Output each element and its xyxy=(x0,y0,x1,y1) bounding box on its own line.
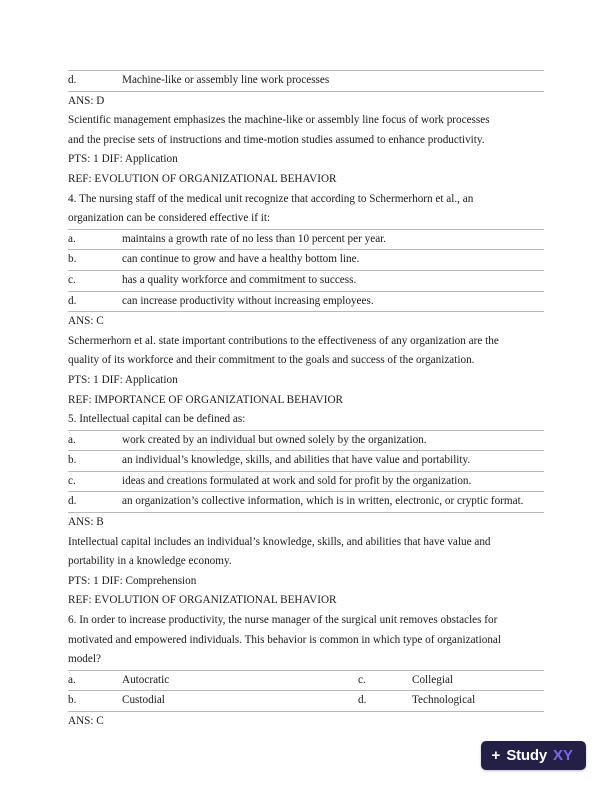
question-line: organization can be considered effective if it: xyxy=(68,212,271,225)
table-row xyxy=(68,291,544,312)
question-line: motivated and empowered individuals. This behavior is common in which type of organizational xyxy=(68,633,502,646)
option-label: d. xyxy=(68,495,77,508)
option-text: can increase productivity without increasing employees. xyxy=(122,294,374,307)
table-row xyxy=(68,691,544,712)
table-row xyxy=(68,430,544,451)
option-text: ideas and creations formulated at work and sold for profit by the organization. xyxy=(122,474,472,487)
option-label: b. xyxy=(68,454,77,467)
pts-line: PTS: 1 DIF: Comprehension xyxy=(68,574,197,587)
option-label: d. xyxy=(358,694,367,707)
pts-line: PTS: 1 DIF: Application xyxy=(68,373,178,386)
option-label: d. xyxy=(68,294,77,307)
option-label: a. xyxy=(68,433,76,446)
options-question-4 xyxy=(68,229,544,312)
option-label: a. xyxy=(68,232,76,245)
option-row-d-top xyxy=(68,70,544,92)
table-row xyxy=(68,250,544,271)
option-text: can continue to grow and have a healthy bottom line. xyxy=(122,253,360,266)
option-text: an organization’s collective information, which is in written, electronic, or cryptic format. xyxy=(122,495,524,508)
studyxy-watermark[interactable] xyxy=(481,741,586,770)
answer-line: ANS: D xyxy=(68,94,105,107)
table-row xyxy=(68,71,544,92)
option-text: Autocratic xyxy=(122,673,170,686)
options-question-6 xyxy=(68,670,544,712)
pts-line: PTS: 1 DIF: Application xyxy=(68,153,178,166)
option-text: Collegial xyxy=(412,673,454,686)
question-line: 5. Intellectual capital can be defined as: xyxy=(68,413,246,426)
option-label: c. xyxy=(358,673,366,686)
option-text: Technological xyxy=(412,694,476,707)
rationale-line: quality of its workforce and their commitment to the goals and success of the organization. xyxy=(68,354,475,367)
options-question-5 xyxy=(68,430,544,513)
option-text: has a quality workforce and commitment to success. xyxy=(122,273,357,286)
question-line: model? xyxy=(68,653,101,666)
table-row xyxy=(68,492,544,513)
rationale-line: Schermerhorn et al. state important contributions to the effectiveness of any organization are the xyxy=(68,334,499,347)
option-label: b. xyxy=(68,694,77,707)
answer-line: ANS: B xyxy=(68,516,104,529)
option-text: work created by an individual but owned solely by the organization. xyxy=(122,433,427,446)
table-row xyxy=(68,670,544,691)
question-line: 6. In order to increase productivity, the nurse manager of the surgical unit removes obstacles for xyxy=(68,614,498,627)
table-row xyxy=(68,451,544,472)
option-label: c. xyxy=(68,474,76,487)
option-text: an individual’s knowledge, skills, and abilities that have value and portability. xyxy=(122,454,471,467)
question-line: 4. The nursing staff of the medical unit recognize that according to Schermerhorn et al., an xyxy=(68,192,474,205)
table-row xyxy=(68,471,544,492)
table-row xyxy=(68,270,544,291)
option-label: c. xyxy=(68,273,76,286)
rationale-line: and the precise sets of instructions and time-motion studies assumed to enhance productivity. xyxy=(68,133,485,146)
ref-line: REF: EVOLUTION OF ORGANIZATIONAL BEHAVIOR xyxy=(68,172,337,185)
option-text: maintains a growth rate of no less than 10 percent per year. xyxy=(122,232,387,245)
rationale-line: Scientific management emphasizes the machine-like or assembly line focus of work processes xyxy=(68,114,490,127)
option-text: Machine-like or assembly line work processes xyxy=(122,74,330,86)
option-label: b. xyxy=(68,253,77,266)
ref-line: REF: IMPORTANCE OF ORGANIZATIONAL BEHAVIOR xyxy=(68,393,344,406)
option-label: d. xyxy=(68,74,77,86)
ref-line: REF: EVOLUTION OF ORGANIZATIONAL BEHAVIOR xyxy=(68,594,337,607)
plus-icon: + xyxy=(491,747,501,764)
answer-line: ANS: C xyxy=(68,315,104,328)
option-label: a. xyxy=(68,673,76,686)
document-body xyxy=(68,70,544,732)
table-row xyxy=(68,229,544,250)
answer-line: ANS: C xyxy=(68,715,104,727)
watermark-study-text: Study xyxy=(506,747,547,764)
rationale-line: portability in a knowledge economy. xyxy=(68,555,232,568)
option-text: Custodial xyxy=(122,694,165,707)
watermark-xy-text: XY xyxy=(552,747,573,764)
rationale-line: Intellectual capital includes an individual’s knowledge, skills, and abilities that have value and xyxy=(68,535,491,548)
